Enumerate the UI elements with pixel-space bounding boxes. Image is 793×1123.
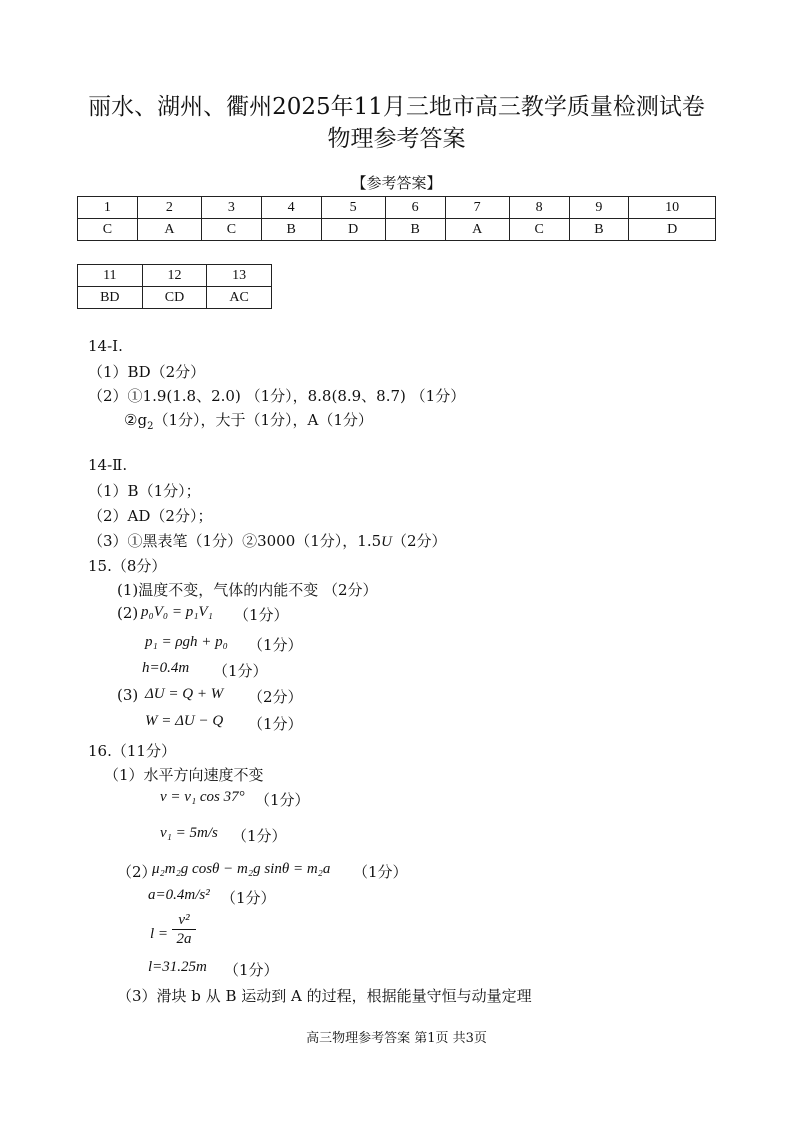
q15-heading: 15.（8分） [88, 557, 167, 575]
answer-table-1 [77, 196, 716, 241]
table-cell: 6 [385, 197, 445, 219]
q16-heading: 16.（11分） [88, 742, 176, 760]
table-cell: 9 [569, 197, 629, 219]
text-span: ②g [124, 411, 148, 429]
table-cell: 8 [509, 197, 569, 219]
table-cell: C [509, 219, 569, 241]
q16-part3: （3）滑块 b 从 B 运动到 A 的过程，根据能量守恒与动量定理 [117, 987, 532, 1005]
q15-eq1-score: （1分） [234, 606, 289, 624]
q16-eq2: v₁ = 5m/s [160, 825, 218, 841]
table-cell: A [445, 219, 509, 241]
table-row-answers [78, 219, 716, 241]
table-cell: AC [207, 287, 272, 309]
fraction-denominator: 2a [176, 931, 192, 947]
q16-eq4: a=0.4m/s² [148, 887, 210, 903]
table-cell: 4 [261, 197, 321, 219]
q14-1-part1: （1）BD（2分） [88, 363, 206, 381]
table-cell: 1 [78, 197, 138, 219]
answers-label: 【参考答案】 [351, 174, 442, 192]
q14-2-heading: 14-Ⅱ. [88, 456, 128, 474]
page-footer: 高三物理参考答案 第1页 共3页 [306, 1031, 487, 1046]
q16-eq5-fraction [172, 912, 196, 949]
q14-2-part1: （1）B（1分）； [88, 482, 201, 500]
q16-eq3-score: （1分） [353, 863, 408, 881]
table-cell: D [321, 219, 385, 241]
document-title-line2: 物理参考答案 [327, 126, 466, 152]
text-span: （3）①黑表笔（1分）②3000（1分），1.5 [88, 532, 382, 550]
table-row-answers [78, 287, 272, 309]
q16-eq2-score: （1分） [232, 827, 287, 845]
q14-1-heading: 14-Ⅰ. [88, 337, 123, 355]
variable: U [381, 534, 393, 550]
q16-eq6: l=31.25m [148, 959, 207, 975]
q16-eq1-score: （1分） [255, 791, 310, 809]
table-cell: A [137, 219, 201, 241]
q14-2-part3 [88, 530, 447, 551]
table-cell: B [385, 219, 445, 241]
q15-eq2: p₁ = ρgh + p₀ [145, 634, 228, 650]
document-title-line1: 丽水、湖州、衢州2025年11月三地市高三教学质量检测试卷 [88, 94, 705, 120]
answer-table-2 [77, 264, 272, 309]
q16-eq5-lhs: l = [150, 926, 169, 942]
q14-1-part2b [124, 409, 373, 432]
q15-part3-label: (3) [117, 686, 139, 704]
q15-eq5-score: （1分） [248, 715, 303, 733]
q16-part2-label: （2） [117, 863, 157, 881]
subscript: 2 [147, 421, 154, 432]
table-cell: 2 [137, 197, 201, 219]
table-cell: B [261, 219, 321, 241]
q14-2-part2: （2）AD（2分）； [88, 507, 213, 525]
q16-part1: （1）水平方向速度不变 [104, 766, 264, 784]
q16-eq4-score: （1分） [221, 889, 276, 907]
table-cell: 10 [629, 197, 716, 219]
q15-eq1: p₀V₀ = p₁V₁ [141, 604, 213, 620]
q16-eq3: μ₂m₂g cosθ − m₂g sinθ = m₂a [152, 861, 331, 877]
table-cell: B [569, 219, 629, 241]
q15-eq3: h=0.4m [142, 660, 190, 676]
table-cell: 7 [445, 197, 509, 219]
q16-eq1: v = v₁ cos 37° [160, 789, 245, 805]
table-cell: D [629, 219, 716, 241]
q15-part1: (1)温度不变，气体的内能不变 （2分） [117, 581, 378, 599]
q16-eq6-score: （1分） [224, 961, 279, 979]
q15-eq5: W = ΔU − Q [145, 713, 224, 729]
table-row-headers [78, 197, 716, 219]
table-cell: 12 [142, 265, 207, 287]
table-cell: 11 [78, 265, 143, 287]
q15-eq3-score: （1分） [213, 662, 268, 680]
text-span: （1分），大于（1分），A（1分） [153, 411, 373, 429]
table-cell: C [78, 219, 138, 241]
table-cell: 5 [321, 197, 385, 219]
q15-eq2-score: （1分） [248, 636, 303, 654]
text-span: （2分） [392, 532, 447, 550]
table-cell: 13 [207, 265, 272, 287]
table-cell: BD [78, 287, 143, 309]
q15-eq4: ΔU = Q + W [145, 686, 224, 702]
q15-eq4-score: （2分） [248, 688, 303, 706]
q15-part2-label: (2) [117, 604, 139, 622]
table-row-headers [78, 265, 272, 287]
table-cell: C [202, 219, 262, 241]
table-cell: 3 [202, 197, 262, 219]
table-cell: CD [142, 287, 207, 309]
q14-1-part2a: （2）①1.9(1.8、2.0) （1分），8.8(8.9、8.7) （1分） [88, 387, 466, 405]
fraction-numerator: v² [172, 912, 196, 930]
